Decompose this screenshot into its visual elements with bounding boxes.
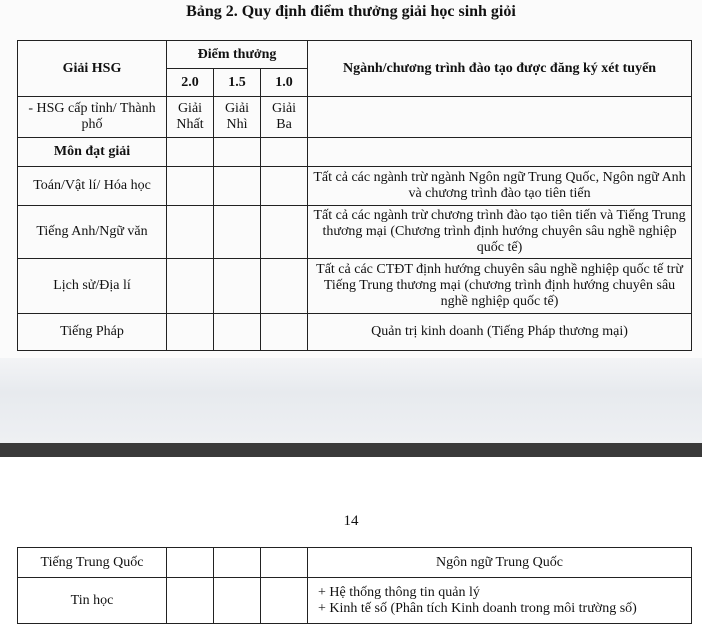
header-points-group: Điểm thưởng (167, 41, 308, 69)
rank-first: Giải Nhất (167, 97, 214, 138)
empty-cell (261, 314, 308, 351)
award-points-table-continued (17, 547, 692, 624)
page-number: 14 (343, 513, 359, 529)
empty-cell (261, 138, 308, 167)
subject-cell: Tiếng Anh/Ngữ văn (18, 206, 167, 259)
header-points-2: 1.5 (214, 69, 261, 97)
subject-cell: Tiếng Trung Quốc (18, 548, 167, 578)
empty-cell (167, 167, 214, 206)
program-item: + Kinh tế số (Phân tích Kinh doanh trong môi trường số) (318, 600, 637, 616)
award-points-table (17, 40, 692, 351)
empty-cell (167, 206, 214, 259)
empty-cell (167, 314, 214, 351)
rank-third: Giải Ba (261, 97, 308, 138)
header-points-3: 1.0 (261, 69, 308, 97)
programs-cell: Tất cả các ngành trừ ngành Ngôn ngữ Trung Quốc, Ngôn ngữ Anh và chương trình đào tạo tiên tiến (308, 167, 692, 206)
empty-cell (308, 138, 692, 167)
empty-cell (214, 138, 261, 167)
empty-cell (261, 578, 308, 624)
programs-cell: Ngôn ngữ Trung Quốc (308, 548, 692, 578)
subject-header: Môn đạt giải (18, 138, 167, 167)
rank-row-label: - HSG cấp tỉnh/ Thành phố (18, 97, 167, 138)
page-separator (0, 443, 702, 457)
header-award: Giải HSG (18, 41, 167, 97)
empty-cell (261, 548, 308, 578)
programs-cell: Tất cả các ngành trừ chương trình đào tạo tiên tiến và Tiếng Trung thương mại (Chương trình định hướng chuyên sâu nghề nghiệp quốc tế) (308, 206, 692, 259)
subject-cell: Tin học (18, 578, 167, 624)
program-item: + Hệ thống thông tin quản lý (318, 584, 480, 600)
empty-cell (214, 548, 261, 578)
empty-cell (167, 259, 214, 314)
empty-cell (167, 138, 214, 167)
empty-cell (214, 206, 261, 259)
programs-cell: Quản trị kinh doanh (Tiếng Pháp thương mại) (308, 314, 692, 351)
subject-cell: Toán/Vật lí/ Hóa học (18, 167, 167, 206)
subject-cell: Tiếng Pháp (18, 314, 167, 351)
table-title: Bảng 2. Quy định điểm thưởng giải học sinh giỏi (186, 3, 516, 20)
empty-cell (214, 167, 261, 206)
empty-cell (167, 548, 214, 578)
empty-cell (261, 206, 308, 259)
document-page-2 (0, 457, 702, 632)
rank-row-programs (308, 97, 692, 138)
empty-cell (167, 578, 214, 624)
page-bottom-shadow (0, 358, 702, 443)
empty-cell (261, 167, 308, 206)
programs-list-cell (308, 578, 692, 624)
programs-cell: Tất cả các CTĐT định hướng chuyên sâu nghề nghiệp quốc tế trừ Tiếng Trung thương mại (chương trình định hướng chuyên sâu nghề nghiệp quốc tế) (308, 259, 692, 314)
empty-cell (214, 259, 261, 314)
rank-second: Giải Nhì (214, 97, 261, 138)
subject-cell: Lịch sử/Địa lí (18, 259, 167, 314)
empty-cell (261, 259, 308, 314)
header-programs: Ngành/chương trình đào tạo được đăng ký xét tuyển (308, 41, 692, 97)
empty-cell (214, 578, 261, 624)
header-points-1: 2.0 (167, 69, 214, 97)
empty-cell (214, 314, 261, 351)
